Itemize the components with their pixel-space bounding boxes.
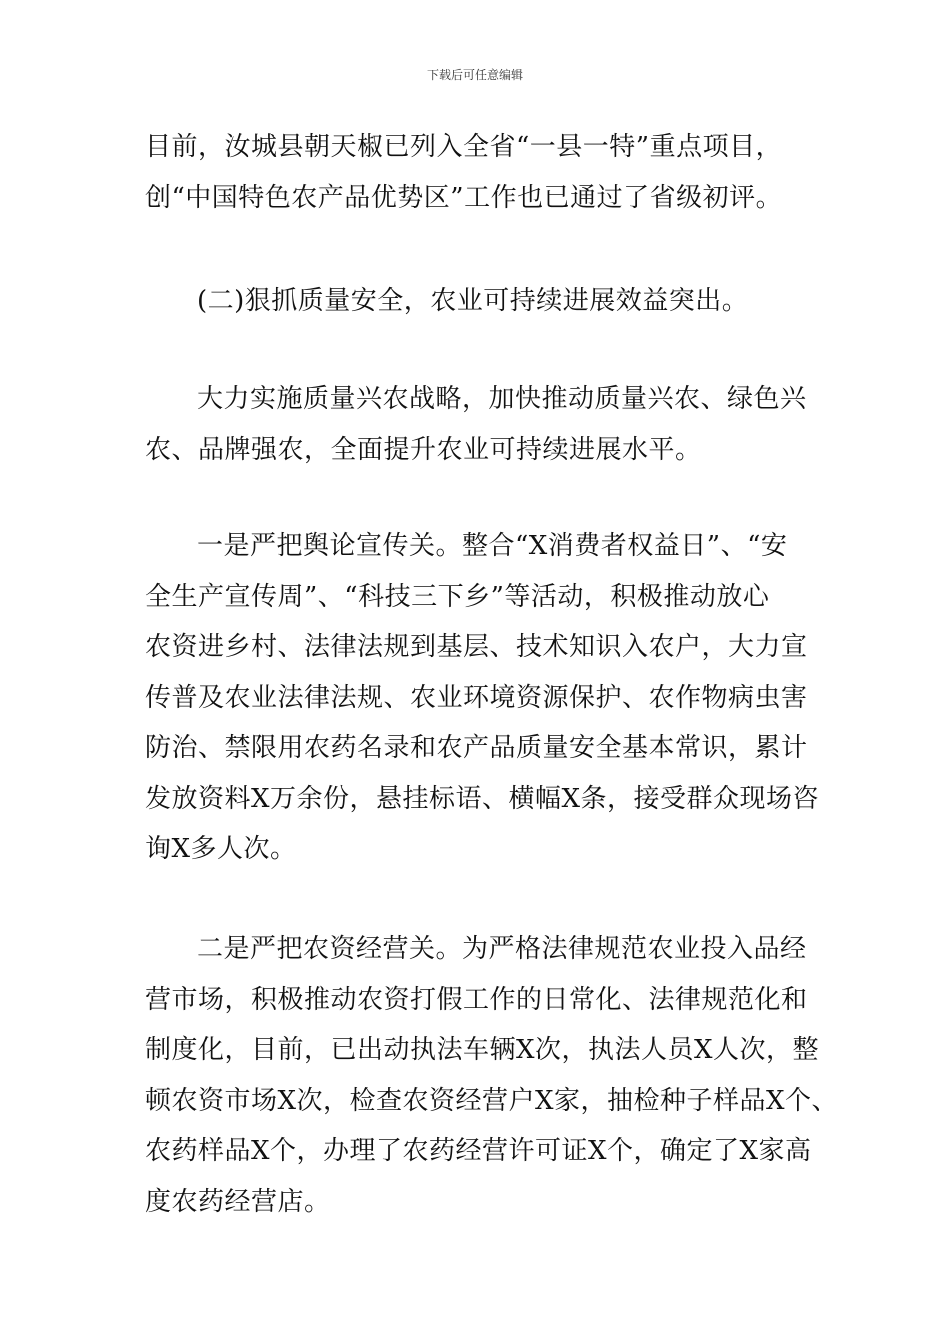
- paragraph-line: 大力实施质量兴农战略，加快推动质量兴农、绿色兴: [197, 384, 807, 414]
- paragraph-line: 发放资料X万余份，悬挂标语、横幅X条，接受群众现场咨: [145, 783, 820, 814]
- paragraph-line: 农、品牌强农，全面提升农业可持续进展水平。: [145, 434, 702, 465]
- section-heading: [145, 276, 815, 327]
- paragraph-agri-inputs: [145, 924, 839, 1227]
- paragraph-line: 农资进乡村、法律法规到基层、技术知识入农户，大力宣: [145, 632, 808, 662]
- paragraph-line: 二是严把农资经营关。为严格法律规范农业投入品经: [197, 934, 807, 964]
- paragraph-line: 询X多人次。: [145, 834, 297, 864]
- section-heading-text: (二)狠抓质量安全，农业可持续进展效益突出。: [197, 286, 749, 316]
- paragraph-publicity: [145, 521, 820, 875]
- paragraph-line: 创“中国特色农产品优势区”工作也已通过了省级初评。: [145, 182, 783, 213]
- paragraph-line: 一是严把舆论宣传关。整合“X消费者权益日”、“安: [197, 531, 788, 561]
- paragraph-line: 目前，汝城县朝天椒已列入全省“一县一特”重点项目，: [145, 132, 783, 162]
- paragraph-line: 营市场，积极推动农资打假工作的日常化、法律规范化和: [145, 984, 808, 1015]
- paragraph-line: 传普及农业法律法规、农业环境资源保护、农作物病虫害: [145, 682, 808, 713]
- paragraph-line: 度农药经营店。: [145, 1186, 331, 1217]
- header-note: 下载后可任意编辑: [426, 68, 523, 82]
- paragraph-line: 防治、禁限用农药名录和农产品质量安全基本常识，累计: [145, 733, 808, 763]
- paragraph-continuation: [145, 122, 815, 223]
- paragraph-strategy: [145, 374, 815, 475]
- paragraph-line: 顿农资市场X次，检查农资经营户X家，抽检种子样品X个、: [145, 1085, 839, 1116]
- paragraph-line: 农药样品X个，办理了农药经营许可证X个，确定了X家高: [145, 1136, 812, 1166]
- paragraph-line: 制度化，目前，已出动执法车辆X次，执法人员X人次，整: [145, 1035, 820, 1065]
- paragraph-line: 全生产宣传周”、“科技三下乡”等活动，积极推动放心: [145, 581, 770, 612]
